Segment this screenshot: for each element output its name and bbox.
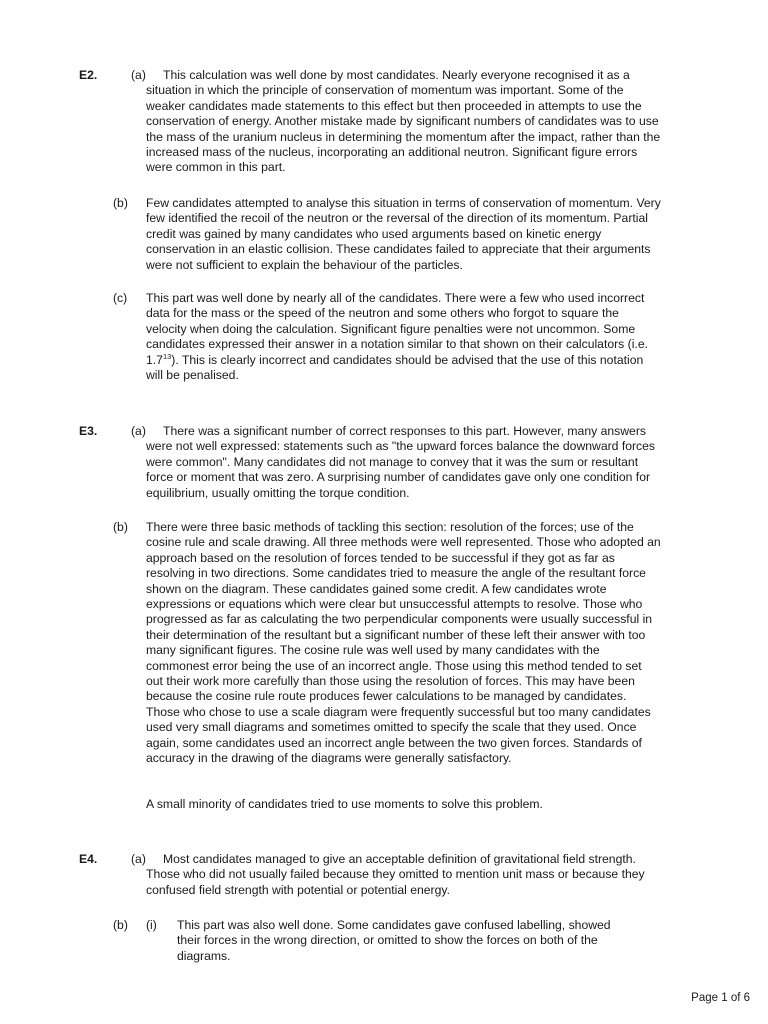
paragraph-e3-b-note: A small minority of candidates tried to use moments to solve this problem. [146, 797, 543, 811]
paragraph-e4-a [146, 852, 661, 898]
part-label-e4-b: (b) [113, 918, 128, 932]
part-label-e3-b: (b) [113, 520, 128, 534]
paragraph-e2-a-text: This calculation was well done by most candidates. Nearly everyone recognised it as a situation in which the principle of conservation of momentum was important. Some of the weaker candidates made statements to this effect but then proceeded in attempts to use the conservation of energy. Another mistake made by significant numbers of candidates was to use the mass of the uranium nucleus in determining the momentum after the impact, rather than the increased mass of the nucleus, incorporating an additional neutron. Significant figure errors were common in this part. [146, 68, 661, 175]
section-label-e3: E3. [79, 424, 98, 438]
part-label-e2-c: (c) [113, 291, 128, 305]
paragraph-e2-c [146, 291, 661, 383]
section-label-e2: E2. [79, 68, 98, 82]
section-label-e4: E4. [79, 852, 98, 866]
part-label-e2-b: (b) [113, 196, 128, 210]
part-label-e2-a: (a) [131, 68, 146, 82]
paragraph-e2-b: Few candidates attempted to analyse this situation in terms of conservation of momentum. Very few identified the recoil of the neutron or the reversal of the direction of its momentum. Partial credit was gained by many candidates who used arguments based on kinetic energy conservation in an elastic collision. These candidates failed to appreciate that their arguments were not sufficient to explain the behaviour of the particles. [146, 196, 661, 272]
paragraph-e4-b-i: This part was also well done. Some candidates gave confused labelling, showed their forces in the wrong direction, or omitted to show the forces on both of the diagrams. [177, 918, 611, 963]
paragraph-e2-c-text-after: ). This is clearly incorrect and candidates should be advised that the use of this notation will be penalised. [146, 352, 644, 383]
part-label-e3-a: (a) [131, 424, 146, 438]
page-number: Page 1 of 6 [691, 992, 750, 1004]
paragraph-e2-c-text-before: This part was well done by nearly all of the candidates. There were a few who used incorrect data for the mass or the speed of the neutron and some others who forgot to square the velocity when doing the calculation. Significant figure penalties were not uncommon. Some candidates expressed their answer in a notation similar to that shown on their calculators (i.e. 1.7 [146, 291, 648, 367]
paragraph-e2-c-superscript: 13 [162, 351, 172, 361]
paragraph-e3-a [146, 424, 661, 501]
paragraph-e3-a-text: There was a significant number of correct responses to this part. However, many answers were not well expressed: statements such as "the upward forces balance the downward forces were common". Many candidates did not manage to convey that it was the sum or resultant force or moment that was zero. A surprising number of candidates gave only one condition for equilibrium, usually omitting the torque condition. [146, 424, 656, 500]
paragraph-e2-a [146, 68, 661, 176]
subpart-label-e4-b-i: (i) [146, 918, 157, 932]
paragraph-e3-b: There were three basic methods of tackling this section: resolution of the forces; use of the cosine rule and scale drawing. All three methods were well represented. Those who adopted an approach based on the resolution of forces tended to be successful if they got as far as resolving in two directions. Some candidates tried to measure the angle of the resultant force shown on the diagram. These candidates gained some credit. A few candidates wrote expressions or equations which were clear but unsuccessful attempts to resolve. Those who progressed as far as calculating the two perpendicular components were usually successful in their determination of the resultant but a significant number of these left their answer with too many significant figures. The cosine rule was well used by many candidates with the commonest error being the use of an incorrect angle. Those using this method tended to set out their work more carefully than those using the resolution of forces. This may have been because the cosine rule route produces fewer calculations to be managed by candidates. Those who chose to use a scale diagram were frequently successful but too many candidates used very small diagrams and sometimes omitted to specify the scale that they used. Once again, some candidates used an incorrect angle between the two given forces. Standards of accuracy in the drawing of the diagrams were generally satisfactory. [146, 520, 661, 766]
paragraph-e4-a-text: Most candidates managed to give an acceptable definition of gravitational field strength. Those who did not usually failed because they omitted to mention unit mass or because they confused field strength with potential or potential energy. [146, 852, 645, 897]
part-label-e4-a: (a) [131, 852, 146, 866]
